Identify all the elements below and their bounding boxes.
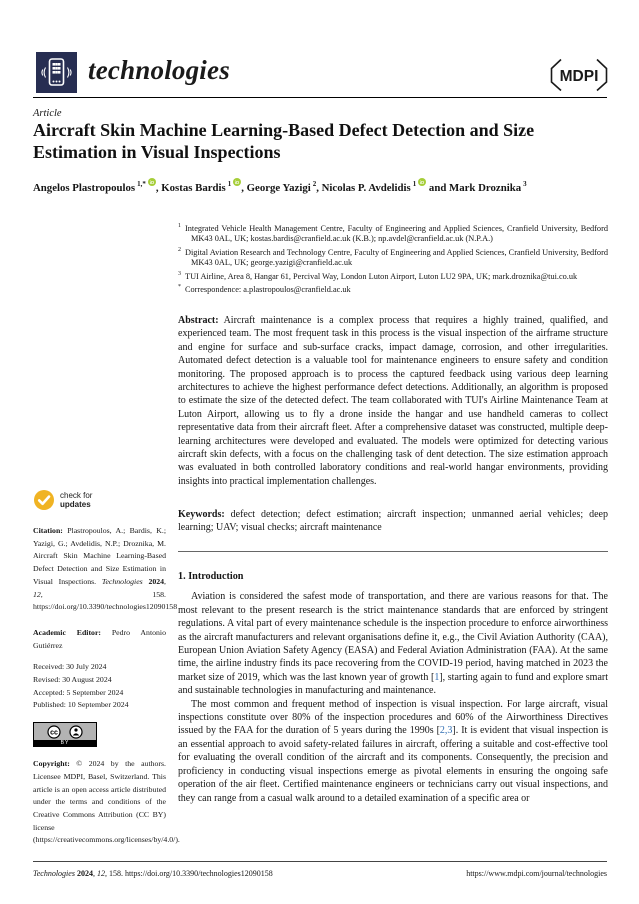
affiliation: $^2$ Digital Aviation Research and Technology Centre, Faculty of Engineering and Applied Sciences, Cranfield University, Bedford MK43 0AL, UK; george.yazigi@cranfield.ac.uk: [178, 246, 608, 268]
svg-text:iD: iD: [235, 179, 240, 185]
author: Nicolas P. Avdelidis $^1$ iD and: [321, 179, 450, 194]
article-type-label: Article: [33, 108, 62, 119]
footer-journal-url[interactable]: https://www.mdpi.com/journal/technologies: [466, 869, 607, 878]
citation-journal: Technologies: [101, 576, 149, 586]
abstract: [178, 314, 608, 488]
accepted-date: Accepted: 5 September 2024: [33, 687, 124, 697]
revised-date: Revised: 30 August 2024: [33, 675, 112, 685]
svg-text:iD: iD: [149, 179, 154, 185]
citation-ref-2-3[interactable]: 2,3: [439, 725, 453, 737]
author: George Yazigi $^2$,: [246, 180, 322, 194]
section-divider: [178, 551, 608, 552]
author: Angelos Plastropoulos $^{1,*}$ iD ,: [33, 179, 162, 194]
svg-text:MDPI: MDPI: [559, 68, 599, 85]
cc-icon: [47, 725, 61, 739]
correspondence-line: * Correspondence: a.plastropoulos@cranfield.ac.uk: [178, 283, 351, 294]
affiliation: $^3$ TUI Airline, Area 8, Hangar 61, Percival Way, London Luton Airport, Luton LU2 9PA, UK; mark.droznika@tui.co.uk: [178, 270, 578, 281]
check-icon: [33, 489, 55, 511]
academic-editor-block: Academic Editor: Pedro Antonio Gutiérrez: [33, 627, 166, 650]
dates-block: [33, 661, 166, 712]
citation-doi-link[interactable]: https://doi.org/10.3390/technologies12090158: [33, 602, 178, 612]
intro-paragraph-2: The most common and frequent method of inspection is visual inspection. For large aircraft, visual inspections constitute over 80% of the inspection procedures and 60% of the Airworthiness Directives issued by the FAA for the duration of 5 years during the 1990s [2,3]. It is evident that visual inspection is an essential approach to avoid safety-related failures in aircraft, offering a suitable and cost-effective tool for evaluating the overall condition of the aircraft and its components. Consequently, the precision and proficiency in conducting visual inspections emerge as pivotal elements in ensuring the ongoing safe operation of the air fleet. Certified maintenance engineers or technicians carry out visual inspections, and they can range from a casual walk around to a detailed examination of a specific area or: [178, 698, 608, 804]
abstract-label: Abstract:: [178, 315, 219, 326]
keywords: [178, 508, 608, 535]
citation-ref-1[interactable]: 1: [434, 671, 440, 683]
author: Mark Droznika $^3$: [449, 180, 527, 194]
main-text-column: [178, 570, 608, 805]
intro-paragraph-1: Aviation is considered the safest mode of transportation, and there are various reasons for that. The most relevant to the present research is the strict maintenance standards that are enforced by stringent regulations. A vital part of every maintenance schedule is the inspection procedure to enforce airworthiness as the aircraft manufacturers and relevant organisations define it, e.g., the Civil Aviation Authority (CAA), European Union Aviation Safety Agency (EASA) and Federal Aviation Administration (FAA). At the same time, the airline industry finds its pace recovering from the COVID-19 period, having matched in 2023 the market size of 2019, which was the last known year of growth [1], starting again to fund and explore smart and sustainable technologies in manufacturing and maintenance.: [178, 591, 609, 697]
header-divider: [33, 97, 607, 98]
check-for-updates-badge[interactable]: check for updates: [33, 489, 166, 511]
affiliations-block: [178, 221, 608, 295]
journal-name: technologies: [88, 55, 230, 85]
authors-line: [33, 178, 610, 194]
author: Kostas Bardis $^1$ iD ,: [161, 179, 247, 194]
copyright-block: Copyright: © 2024 by the authors. Licensee MDPI, Basel, Switzerland. This article is an open access article distributed under the terms and conditions of the Creative Commons Attribution (CC BY) license (https://creativecommons.org/licenses/by/4.0/).: [33, 759, 180, 845]
keywords-text: defect detection; defect estimation; aircraft inspection; unmanned aerial vehicles; deep learning; UAV; visual checks; aircraft maintenance: [178, 509, 608, 534]
person-attribution-icon: [69, 725, 83, 739]
citation-volume: 12: [33, 589, 41, 599]
cc-by-label: BY: [34, 740, 96, 746]
svg-text:iD: iD: [420, 179, 425, 185]
keywords-label: Keywords:: [178, 509, 225, 520]
citation-block: Citation: Plastropoulos, A.; Bardis, K.; Yazigi, G.; Avdelidis, N.P.; Droznika, M. Aircraft Skin Machine Learning-Based Defect Detection and Size Estimation in Visual Inspections. Technologies 2024, 12, 158. https://doi.org/10.3390/technologies12090158: [33, 526, 178, 612]
svg-text:cc: cc: [50, 729, 58, 737]
citation-year: 2024: [148, 576, 165, 586]
footer-doi-link[interactable]: , 158. https://doi.org/10.3390/technologies12090158: [104, 869, 273, 878]
received-date: Received: 30 July 2024: [33, 662, 107, 672]
published-date: Published: 10 September 2024: [33, 700, 129, 710]
affiliation: $^1$ Integrated Vehicle Health Management Centre, Faculty of Engineering and Applied Sciences, Cranfield University, Bedford MK43 0AL, UK; kostas.bardis@cranfield.ac.uk (K.B.); np.avdel@cranfield.ac.uk (N.P.A.): [178, 223, 608, 244]
footer-divider: [33, 861, 607, 862]
sidebar: [33, 489, 180, 847]
paper-title: Aircraft Skin Machine Learning-Based Defect Detection and Size Estimation in Visual Inspections: [33, 120, 535, 162]
mdpi-logo: [548, 57, 610, 93]
footer: [33, 869, 607, 878]
footer-citation: Technologies 2024, 12, 158. https://doi.org/10.3390/technologies12090158: [33, 869, 273, 878]
technologies-journal-logo-icon: [36, 52, 77, 93]
section-heading-introduction: 1. Introduction: [178, 571, 244, 582]
orcid-icon[interactable]: [148, 178, 156, 186]
cc-by-license-badge[interactable]: [33, 722, 97, 747]
abstract-text: Aircraft maintenance is a complex process that requires a highly trained, qualified, and experienced team. The most frequent task in this process is the visual inspection of the airframe structure and engine for surface and sub-surface cracks, impact damage, corrosion, and other irregularities. Automated defect detection is a valuable tool for maintenance engineers to ensure safety and condition monitoring. The proposed approach is to process the captured feedback using various deep learning architectures to achieve the highest performance defect detections. Additionally, an algorithm is proposed to estimate the size of the detected defect. The team collaborated with TUI's Airline Maintenance Team at Luton Airport, allowing us to fly a drone inside the hangar and use handheld cameras to collect representative data from their aircraft fleet. After a comprehensive dataset was constructed, multiple deep-learning architectures were developed and evaluated. The models were optimized for detecting various aircraft skin defects, with a focus on the challenging task of dent detection. The size estimation approach was evaluated in both controlled laboratory conditions and real-world hangar environments, providing insights into practical implementation challenges.: [178, 315, 608, 487]
